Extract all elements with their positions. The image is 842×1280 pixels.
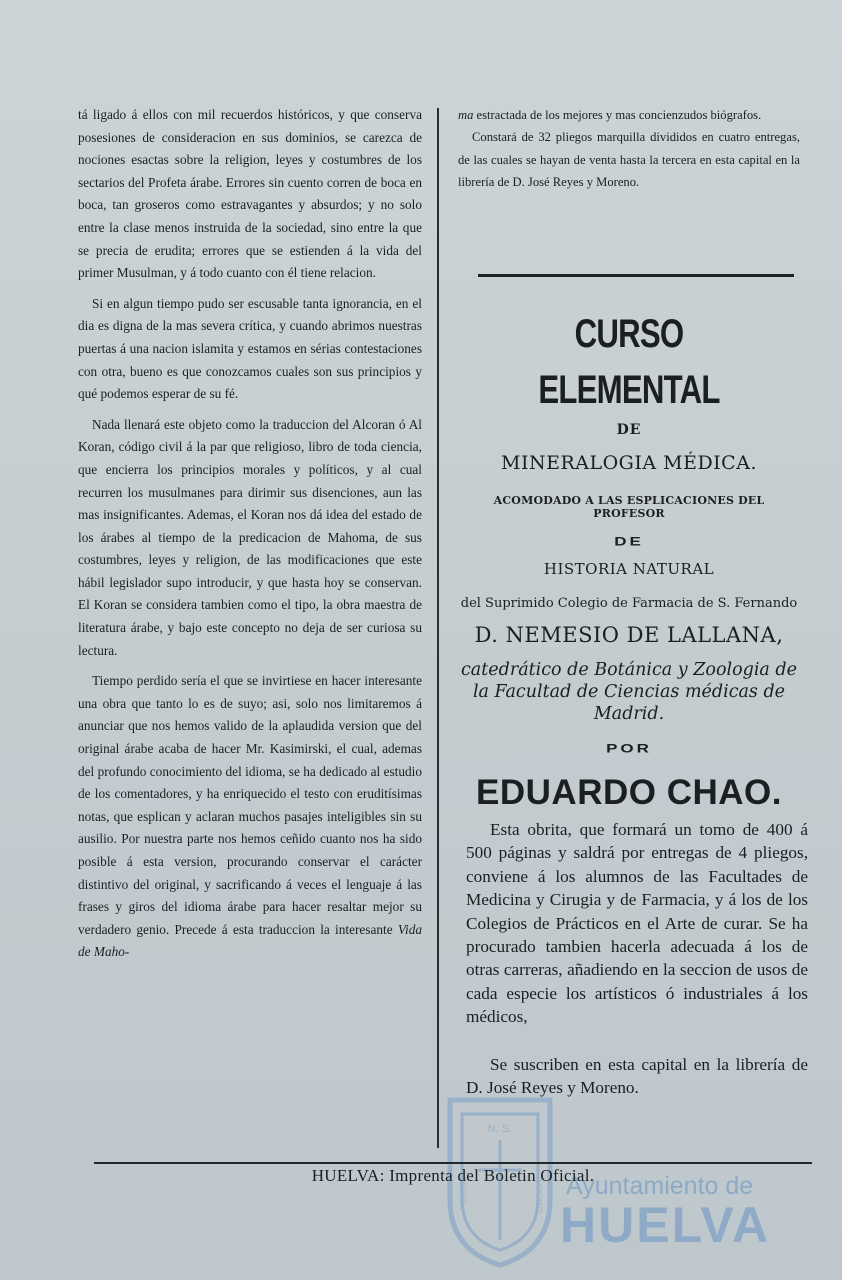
continuation-text — [458, 104, 800, 194]
paragraph-3: Nada llenará este objeto como la traduccion del Alcoran ó Al Koran, código civil á la par que religioso, libro de toda ciencia, que encierra los principios morales y políticos, y al cual recurren los musulmanes para dirimir sus disenciones, aun las mas insignificantes. Ademas, el Koran nos dá idea del estado de los árabes al tiempo de la predicacion de Mahoma, de sus costumbres, leyes y religion, de las modificaciones que este hábil legislador supo introducir, y que hasta hoy se conservan. El Koran se considera tambien como el tipo, la obra maestra de literatura árabe, y bajo este concepto no deja de ser curiosa su lectura. — [78, 416, 422, 658]
footer-imprint: HUELVA: Imprenta del Boletin Oficial. — [311, 1166, 595, 1185]
footer-rule — [94, 1162, 812, 1164]
paragraph-2: Si en algun tiempo pudo ser escusable tanta ignorancia, en el dia es digna de la mas severa crítica, y cuando abrimos nuestras puertas á una nacion islamita y estamos en sérias contestaciones con otra, bueno es que conozcamos cuales son sus principios y qué podemos esperar de su fé. — [78, 295, 422, 402]
constara-text: Constará de 32 pliegos marquilla divididos en cuatro entregas, de las cuales se hayan de venta hasta la tercera en esta capital en la librería de D. José Reyes y Moreno. — [458, 130, 800, 190]
continuation-italic: ma — [458, 108, 474, 122]
advert-cargo: catedrático de Botánica y Zoologia de la Facultad de Ciencias médicas de Madrid. — [461, 660, 797, 724]
right-column — [458, 104, 800, 194]
advert-description: Esta obrita, que formará un tomo de 400 á 500 páginas y saldrá por entregas de 4 pliegos, conviene á los alumnos de las Facultades de Medicina y Cirugia y de Farmacia, y á los de los Colegios de Prácticos en el Arte de curar. Se ha procurado tambien hacerla adecuada á los de otras carreras, añadiendo en la seccion de usos de cada especie los artísticos ó industriales á los médicos, — [466, 820, 808, 1027]
advert-title: CURSO ELEMENTAL — [538, 312, 720, 412]
column-divider — [437, 108, 439, 1148]
section-rule — [478, 274, 794, 277]
advert-title-block — [458, 300, 800, 813]
advert-author: D. NEMESIO DE LALLANA, — [474, 623, 784, 647]
paragraph-4 — [78, 670, 422, 964]
left-column — [78, 104, 422, 972]
advert-por: POR — [606, 742, 652, 756]
watermark-line-2: HUELVA — [560, 1197, 771, 1253]
advert-de: DE — [616, 422, 642, 438]
paragraph-1: tá ligado á ellos con mil recuerdos históricos, y que conserva posesiones de consideracion en sus dominios, se carezca de nociones esactas sobre la religion, leyes y costumbres de los sectarios del Profeta árabe. Errores sin cuento corren de boca en boca, tan groseros como estravagantes y absurdos; y no solo entre la clase menos instruida de la sociedad, sino entre la que se precia de erudita; errores que se estienden á la vida del primer Musulman, y á todo cuanto con él tiene relacion. — [78, 107, 422, 281]
advert-suscripcion: Se suscriben en esta capital en la librería de D. José Reyes y Moreno. — [466, 1054, 808, 1098]
advert-de-2: DE — [614, 535, 644, 549]
advert-editor: EDUARDO CHAO. — [476, 773, 782, 812]
watermark-shield-left: PORTUS — [459, 1176, 468, 1210]
advert-subject: MINERALOGIA MÉDICA. — [501, 452, 757, 474]
vida-de-mahoma-italic: Vida de Maho- — [78, 921, 422, 960]
advert-acomodado: ACOMODADO A LAS ESPLICACIONES DEL PROFESOR — [493, 494, 765, 520]
advert-historia: HISTORIA NATURAL — [543, 560, 715, 578]
watermark-shield-top: N. S. — [487, 1123, 513, 1135]
advert-colegio: del Suprimido Colegio de Farmacia de S. Fernando — [460, 596, 798, 611]
watermark-line-1: Ayuntamiento de — [566, 1172, 754, 1200]
advert-description-block — [466, 818, 808, 1099]
continuation-rest: estractada de los mejores y mas concienzudos biógrafos. — [473, 108, 762, 122]
paragraph-4-text: Tiempo perdido sería el que se invirtiese en hacer interesante una obra que tanto lo es de suyo; asi, solo nos limitaremos á anunciar que nos hemos valido de la aplaudida version que del original árabe acaba de hacer Mr. Kasimirski, el cual, ademas del profundo conocimiento del idioma, se ha dedicado al estudio de los comentadores, y ha enriquecido el testo con eruditísimas notas, que esplican y aclaran muchos pasajes inteligibles sin su ausilio. Por nuestra parte nos hemos ceñido cuanto nos ha sido posible á esta version, procurando conservar el carácter distintivo del original, y sacrificando á veces el lenguaje á las frases y giros del idioma árabe para hacer resaltar mejor su verdadero genio. Precede á esta traduccion la interesante — [78, 673, 422, 937]
watermark-shield-right: VOCATO — [534, 1180, 543, 1214]
